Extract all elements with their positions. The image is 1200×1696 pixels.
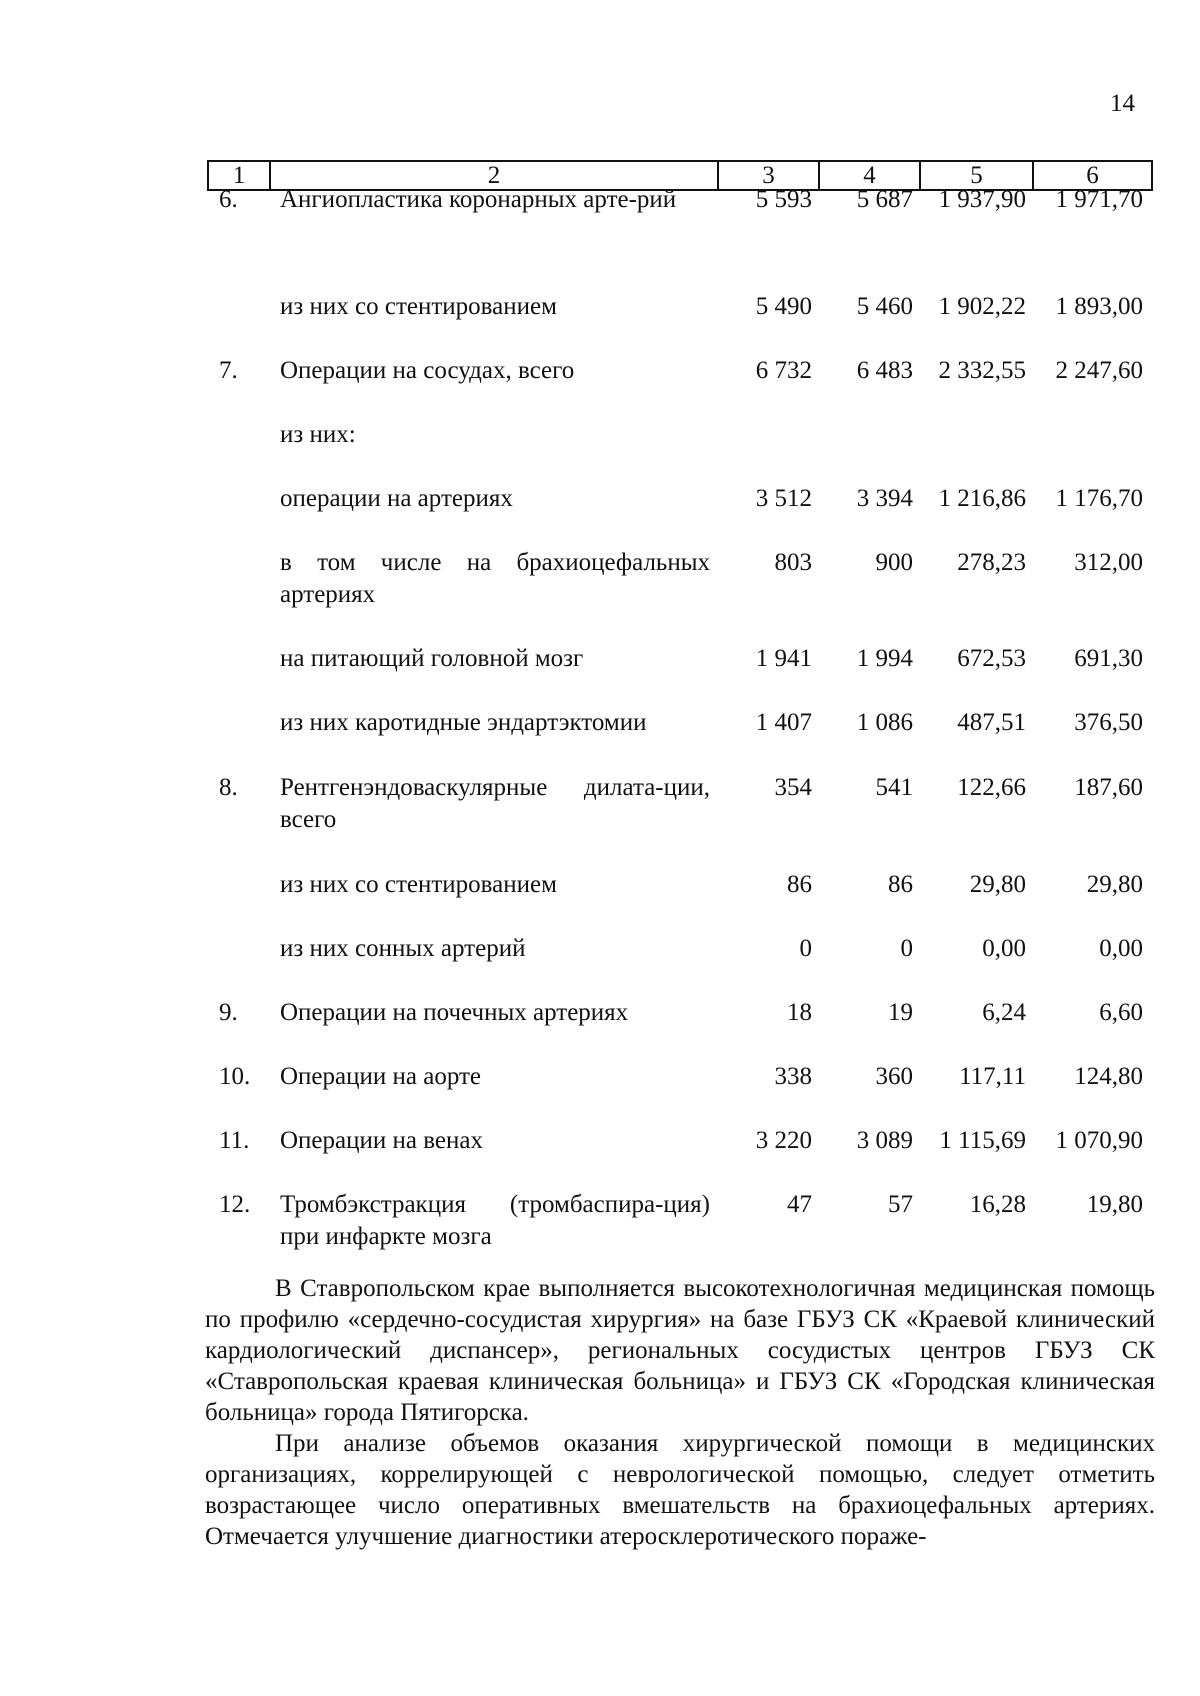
row-label: из них сонных артерий [280, 935, 526, 962]
row-label: из них со стентированием [280, 871, 557, 898]
row-label: Тромбэкстракция (тромбаспира-ция) при инфаркте мозга [280, 1191, 710, 1250]
body-paragraph: В Ставропольском крае выполняется высокотехнологичная медицинская помощь по профилю «сердечно-сосудистая хирургия» на базе ГБУЗ СК «Краевой клинический кардиологический диспансер», региональных сосудистых центров ГБУЗ СК «Ставропольская краевая клиническая больница» и ГБУЗ СК «Городская клиническая больница» города Пятигорска. [205, 1275, 1155, 1426]
table-row [207, 869, 1153, 939]
cell-col-6: 19,80 [1086, 1191, 1143, 1218]
table-row [207, 643, 1153, 713]
row-label: из них со стентированием [280, 293, 557, 320]
cell-col-4: 900 [875, 549, 913, 576]
cell-col-4: 5 460 [856, 293, 913, 320]
cell-col-3: 338 [774, 1063, 812, 1090]
cell-col-5: 0,00 [982, 935, 1026, 962]
row-number: 6. [219, 186, 238, 213]
cell-col-6: 187,60 [1074, 774, 1143, 801]
cell-col-4: 19 [888, 999, 913, 1026]
cell-col-3: 0 [799, 935, 812, 962]
table-row [207, 355, 1153, 425]
row-number: 10. [219, 1063, 251, 1090]
table-row [207, 772, 1153, 842]
table-row [207, 419, 1153, 489]
row-label: Операции на сосудах, всего [280, 357, 575, 384]
row-label: на питающий головной мозг [280, 645, 584, 672]
row-label: из них: [280, 421, 356, 448]
cell-col-4: 360 [875, 1063, 913, 1090]
header-cell-5: 5 [921, 162, 1034, 189]
cell-col-5: 29,80 [969, 871, 1026, 898]
body-paragraph: При анализе объемов оказания хирургической помощи в медицинских организациях, коррелирующей с неврологической помощью, следует отметить возрастающее число оперативных вмешательств на брахиоцефальных артериях. Отмечается улучшение диагностики атеросклеротического пораже- [205, 1430, 1155, 1550]
cell-col-5: 1 216,86 [938, 485, 1026, 512]
cell-col-4: 86 [888, 871, 913, 898]
header-cell-1: 1 [209, 162, 271, 189]
table-row [207, 1061, 1153, 1131]
cell-col-3: 6 732 [755, 357, 812, 384]
cell-col-6: 1 176,70 [1055, 485, 1143, 512]
table-row [207, 1125, 1153, 1195]
cell-col-5: 1 937,90 [938, 186, 1026, 213]
cell-col-6: 0,00 [1099, 935, 1143, 962]
row-number: 12. [219, 1191, 251, 1218]
cell-col-6: 1 893,00 [1055, 293, 1143, 320]
cell-col-5: 6,24 [982, 999, 1026, 1026]
cell-col-4: 57 [888, 1191, 913, 1218]
cell-col-4: 1 994 [856, 645, 913, 672]
row-label: Операции на почечных артериях [280, 999, 629, 1026]
cell-col-3: 18 [787, 999, 812, 1026]
header-cell-2: 2 [271, 162, 719, 189]
cell-col-3: 803 [774, 549, 812, 576]
row-number: 11. [219, 1127, 250, 1154]
cell-col-6: 124,80 [1074, 1063, 1143, 1090]
cell-col-4: 1 086 [856, 709, 913, 736]
cell-col-5: 487,51 [957, 709, 1026, 736]
cell-col-3: 354 [774, 774, 812, 801]
cell-col-6: 29,80 [1086, 871, 1143, 898]
page-number: 14 [1110, 90, 1135, 117]
row-label: Рентгенэндоваскулярные дилата-ции, всего [280, 774, 710, 833]
cell-col-6: 1 971,70 [1055, 186, 1143, 213]
cell-col-4: 0 [900, 935, 913, 962]
cell-col-5: 122,66 [957, 774, 1026, 801]
cell-col-5: 672,53 [957, 645, 1026, 672]
cell-col-6: 6,60 [1099, 999, 1143, 1026]
header-cell-6: 6 [1086, 161, 1099, 189]
cell-col-3: 47 [787, 1191, 812, 1218]
row-label: Операции на аорте [280, 1063, 482, 1090]
cell-col-5: 2 332,55 [938, 357, 1026, 384]
cell-col-6: 376,50 [1074, 709, 1143, 736]
cell-col-3: 3 220 [755, 1127, 812, 1154]
row-label: в том числе на брахиоцефальных артериях [280, 549, 710, 608]
cell-col-5: 1 902,22 [938, 293, 1026, 320]
row-number: 8. [219, 774, 238, 801]
cell-col-4: 5 687 [856, 186, 913, 213]
cell-col-3: 5 490 [755, 293, 812, 320]
cell-col-4: 541 [875, 774, 913, 801]
table-row [207, 933, 1153, 1003]
table-row [207, 184, 1153, 254]
cell-col-4: 3 394 [856, 485, 913, 512]
row-label: операции на артериях [280, 485, 513, 512]
table-row [207, 997, 1153, 1067]
header-cell-3: 3 [719, 162, 820, 189]
cell-col-6: 691,30 [1074, 645, 1143, 672]
row-number: 9. [219, 999, 238, 1026]
cell-col-5: 16,28 [969, 1191, 1026, 1218]
row-label: Операции на венах [280, 1127, 483, 1154]
header-cell-4: 4 [820, 162, 921, 189]
cell-col-3: 1 941 [755, 645, 812, 672]
row-number: 7. [219, 357, 238, 384]
row-label: из них каротидные эндартэктомии [280, 709, 647, 736]
cell-col-5: 1 115,69 [939, 1127, 1026, 1154]
cell-col-3: 1 407 [755, 709, 812, 736]
row-label: Ангиопластика коронарных арте-рий [280, 186, 677, 213]
table-row [207, 483, 1153, 553]
cell-col-6: 2 247,60 [1055, 357, 1143, 384]
cell-col-6: 1 070,90 [1055, 1127, 1143, 1154]
table-row [207, 1189, 1153, 1259]
cell-col-4: 3 089 [856, 1127, 913, 1154]
cell-col-6: 312,00 [1074, 549, 1143, 576]
cell-col-5: 278,23 [957, 549, 1026, 576]
cell-col-3: 3 512 [755, 485, 812, 512]
cell-col-3: 86 [787, 871, 812, 898]
table-row [207, 291, 1153, 361]
cell-col-4: 6 483 [856, 357, 913, 384]
table-row [207, 547, 1153, 617]
table-row [207, 707, 1153, 777]
cell-col-3: 5 593 [755, 186, 812, 213]
cell-col-5: 117,11 [959, 1063, 1026, 1090]
